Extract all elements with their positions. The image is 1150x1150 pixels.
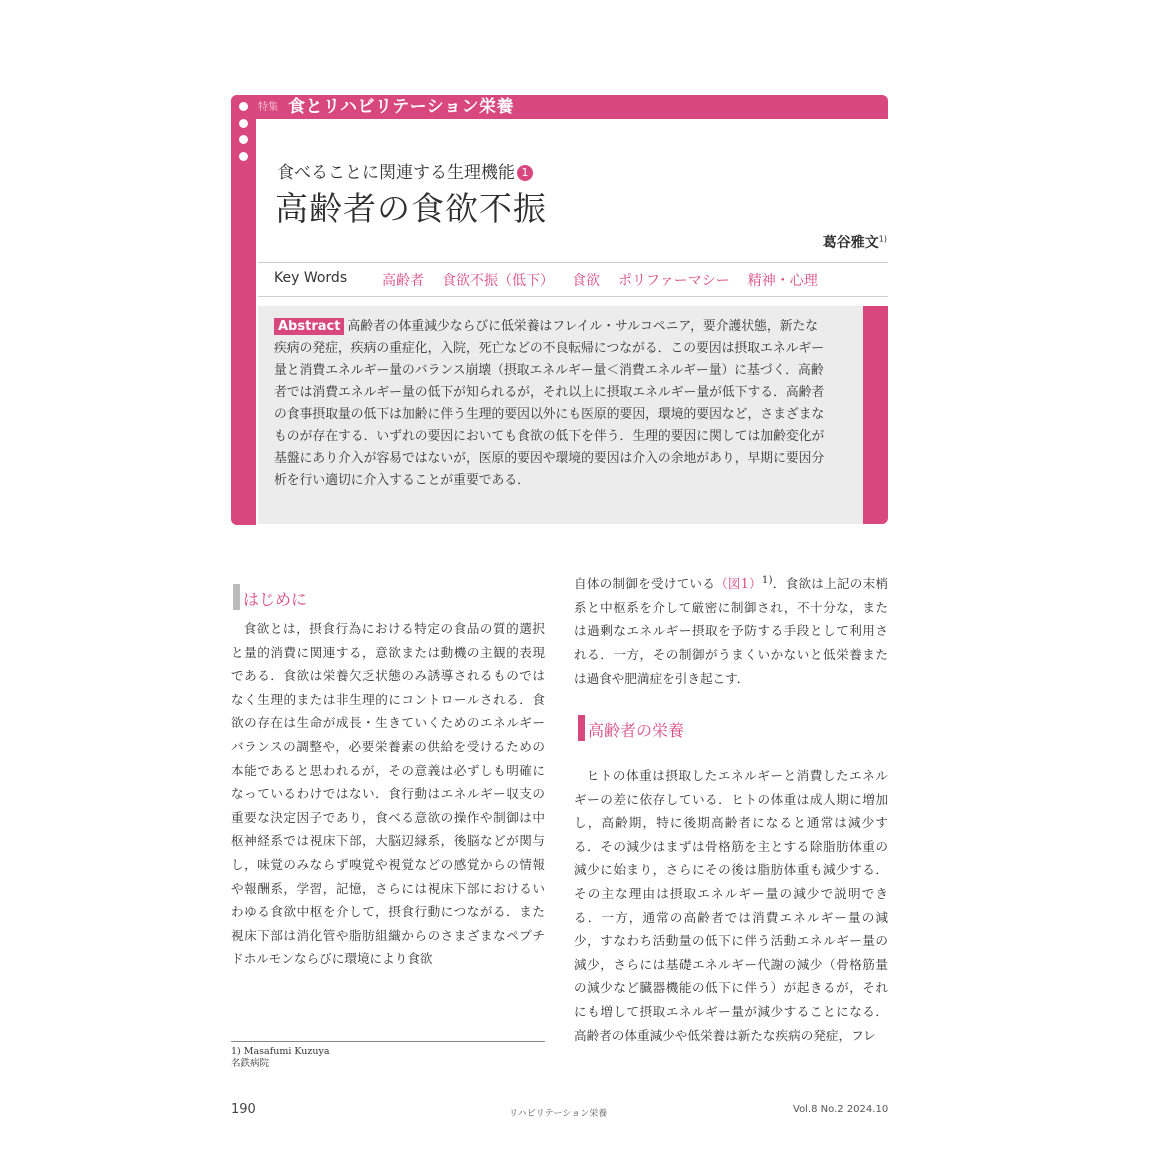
paragraph-text: ．食欲は上記の末梢系と中枢系を介して厳密に制御され，不十分な，または過剰なエネルギー摂取を予防する手段として利用される．一方，その制御がうまくいかないと低栄養または過食や肥満症を引き起こす． <box>574 576 889 686</box>
divider <box>258 296 888 297</box>
keywords-label: Key Words <box>274 270 348 286</box>
series-tag: 特集 <box>258 102 278 113</box>
author-affiliation-mark: 1) <box>878 234 887 244</box>
abstract-side-bar <box>863 306 888 524</box>
binder-hole-icon <box>239 102 248 111</box>
article-subtitle <box>277 158 533 183</box>
footnote-divider <box>231 1041 545 1042</box>
article-title: 高齢者の食欲不振 <box>275 189 547 228</box>
footnote-author: 1) Masafumi Kuzuya <box>231 1046 330 1057</box>
heading-bar <box>233 584 240 610</box>
abstract-text: 高齢者の体重減少ならびに低栄養はフレイル・サルコペニア，要介護状態，新たな疾病の発症，疾病の重症化，入院，死亡などの不良転帰につながる．この要因は摂取エネルギー量と消費エネルギー量のバランス崩壊（摂取エネルギー量＜消費エネルギー量）に基づく．高齢者では消費エネルギー量の低下が知られるが，それ以上に摂取エネルギー量が低下する．高齢者の食事摂取量の低下は加齢に伴う生理的要因以外にも医原的要因，環境的要因など，さまざまなものが存在する．いずれの要因においても食欲の低下を伴う．生理的要因に関しては加齢変化が基盤にあり介入が容易ではないが，医原的要因や環境的要因は介入の余地があり，早期に要因分析を行い適切に介入することが重要である． <box>274 319 825 488</box>
subtitle-number-badge: 1 <box>517 165 533 181</box>
section-heading-elderly-nutrition <box>588 718 684 741</box>
footnote <box>231 1046 330 1070</box>
abstract <box>274 316 830 492</box>
section-heading-text: 高齢者の栄養 <box>588 721 685 740</box>
keyword: 高齢者 <box>382 273 424 289</box>
paragraph-text: 自体の制御を受けている <box>574 576 716 592</box>
divider <box>258 262 888 263</box>
series-title: 食とリハビリテーション栄養 <box>288 97 514 117</box>
binder-hole-icon <box>239 119 248 128</box>
keyword: 食欲 <box>572 273 600 289</box>
footnote-affiliation: 名鉄病院 <box>231 1058 270 1069</box>
body-paragraph: ヒトの体重は摂取したエネルギーと消費したエネルギーの差に依存している．ヒトの体重は成人期に増加し，高齢期，特に後期高齢者になると通常は減少する．その減少はまずは骨格筋を主とする除脂肪体重の減少に始まり，さらにその後は脂肪体重も減少する．その主な理由は摂取エネルギー量の減少で説明できる．一方，通常の高齢者では消費エネルギー量の減少，すなわち活動量の低下に伴う活動エネルギー量の減少，さらには基礎エネルギー代謝の減少（骨格筋量の減少など臓器機能の低下に伴う）が起きるが，それにも増して摂取エネルギー量が減少することになる．高齢者の体重減少や低栄養は新たな疾病の発症，フレ <box>574 768 888 1043</box>
running-title: リハビリテーション栄養 <box>509 1109 608 1119</box>
body-column-right-bottom <box>574 764 888 1047</box>
keyword: 食欲不振（低下） <box>442 273 554 289</box>
author-name: 葛谷雅文 <box>822 235 879 251</box>
body-paragraph <box>574 569 888 690</box>
volume-info: Vol.8 No.2 2024.10 <box>793 1104 889 1115</box>
heading-bar <box>578 715 585 741</box>
keyword: ポリファーマシー <box>618 273 730 289</box>
body-column-right-top <box>574 569 888 690</box>
figure-reference-link[interactable]: （図1） <box>715 576 762 592</box>
section-heading-text: はじめに <box>243 590 308 609</box>
abstract-label: Abstract <box>274 318 344 335</box>
citation-mark: 1) <box>761 574 773 586</box>
keywords-list <box>382 270 836 290</box>
binder-hole-icon <box>239 135 248 144</box>
author <box>823 232 887 252</box>
page-number: 190 <box>231 1102 256 1117</box>
body-paragraph: 食欲とは，摂食行為における特定の食品の質的選択と量的消費に関連する，意欲または動機の主観的表現である．食欲は栄養欠乏状態のみ誘導されるものではなく生理的または非生理的にコントロールされる．食欲の存在は生命が成長・生きていくためのエネルギーバランスの調整や，必要栄養素の供給を受けるための本能であると思われるが，その意義は必ずしも明確になっているわけではない．食行動はエネルギー収支の重要な決定因子であり，食べる意欲の操作や制御は中枢神経系では視床下部，大脳辺縁系，後脳などが関与し，味覚のみならず嗅覚や視覚などの感覚からの情報や報酬系，学習，記憶，さらには視床下部におけるいわゆる食欲中枢を介して，摂食行動につながる．また視床下部は消化管や脂肪組織からのさまざまなペプチドホルモンならびに環境により食欲 <box>231 621 545 967</box>
subtitle-text: 食べることに関連する生理機能 <box>277 163 515 183</box>
binder-hole-icon <box>239 152 248 161</box>
section-heading-introduction <box>243 587 307 610</box>
keyword: 精神・心理 <box>747 273 818 289</box>
body-column-left <box>231 617 545 971</box>
